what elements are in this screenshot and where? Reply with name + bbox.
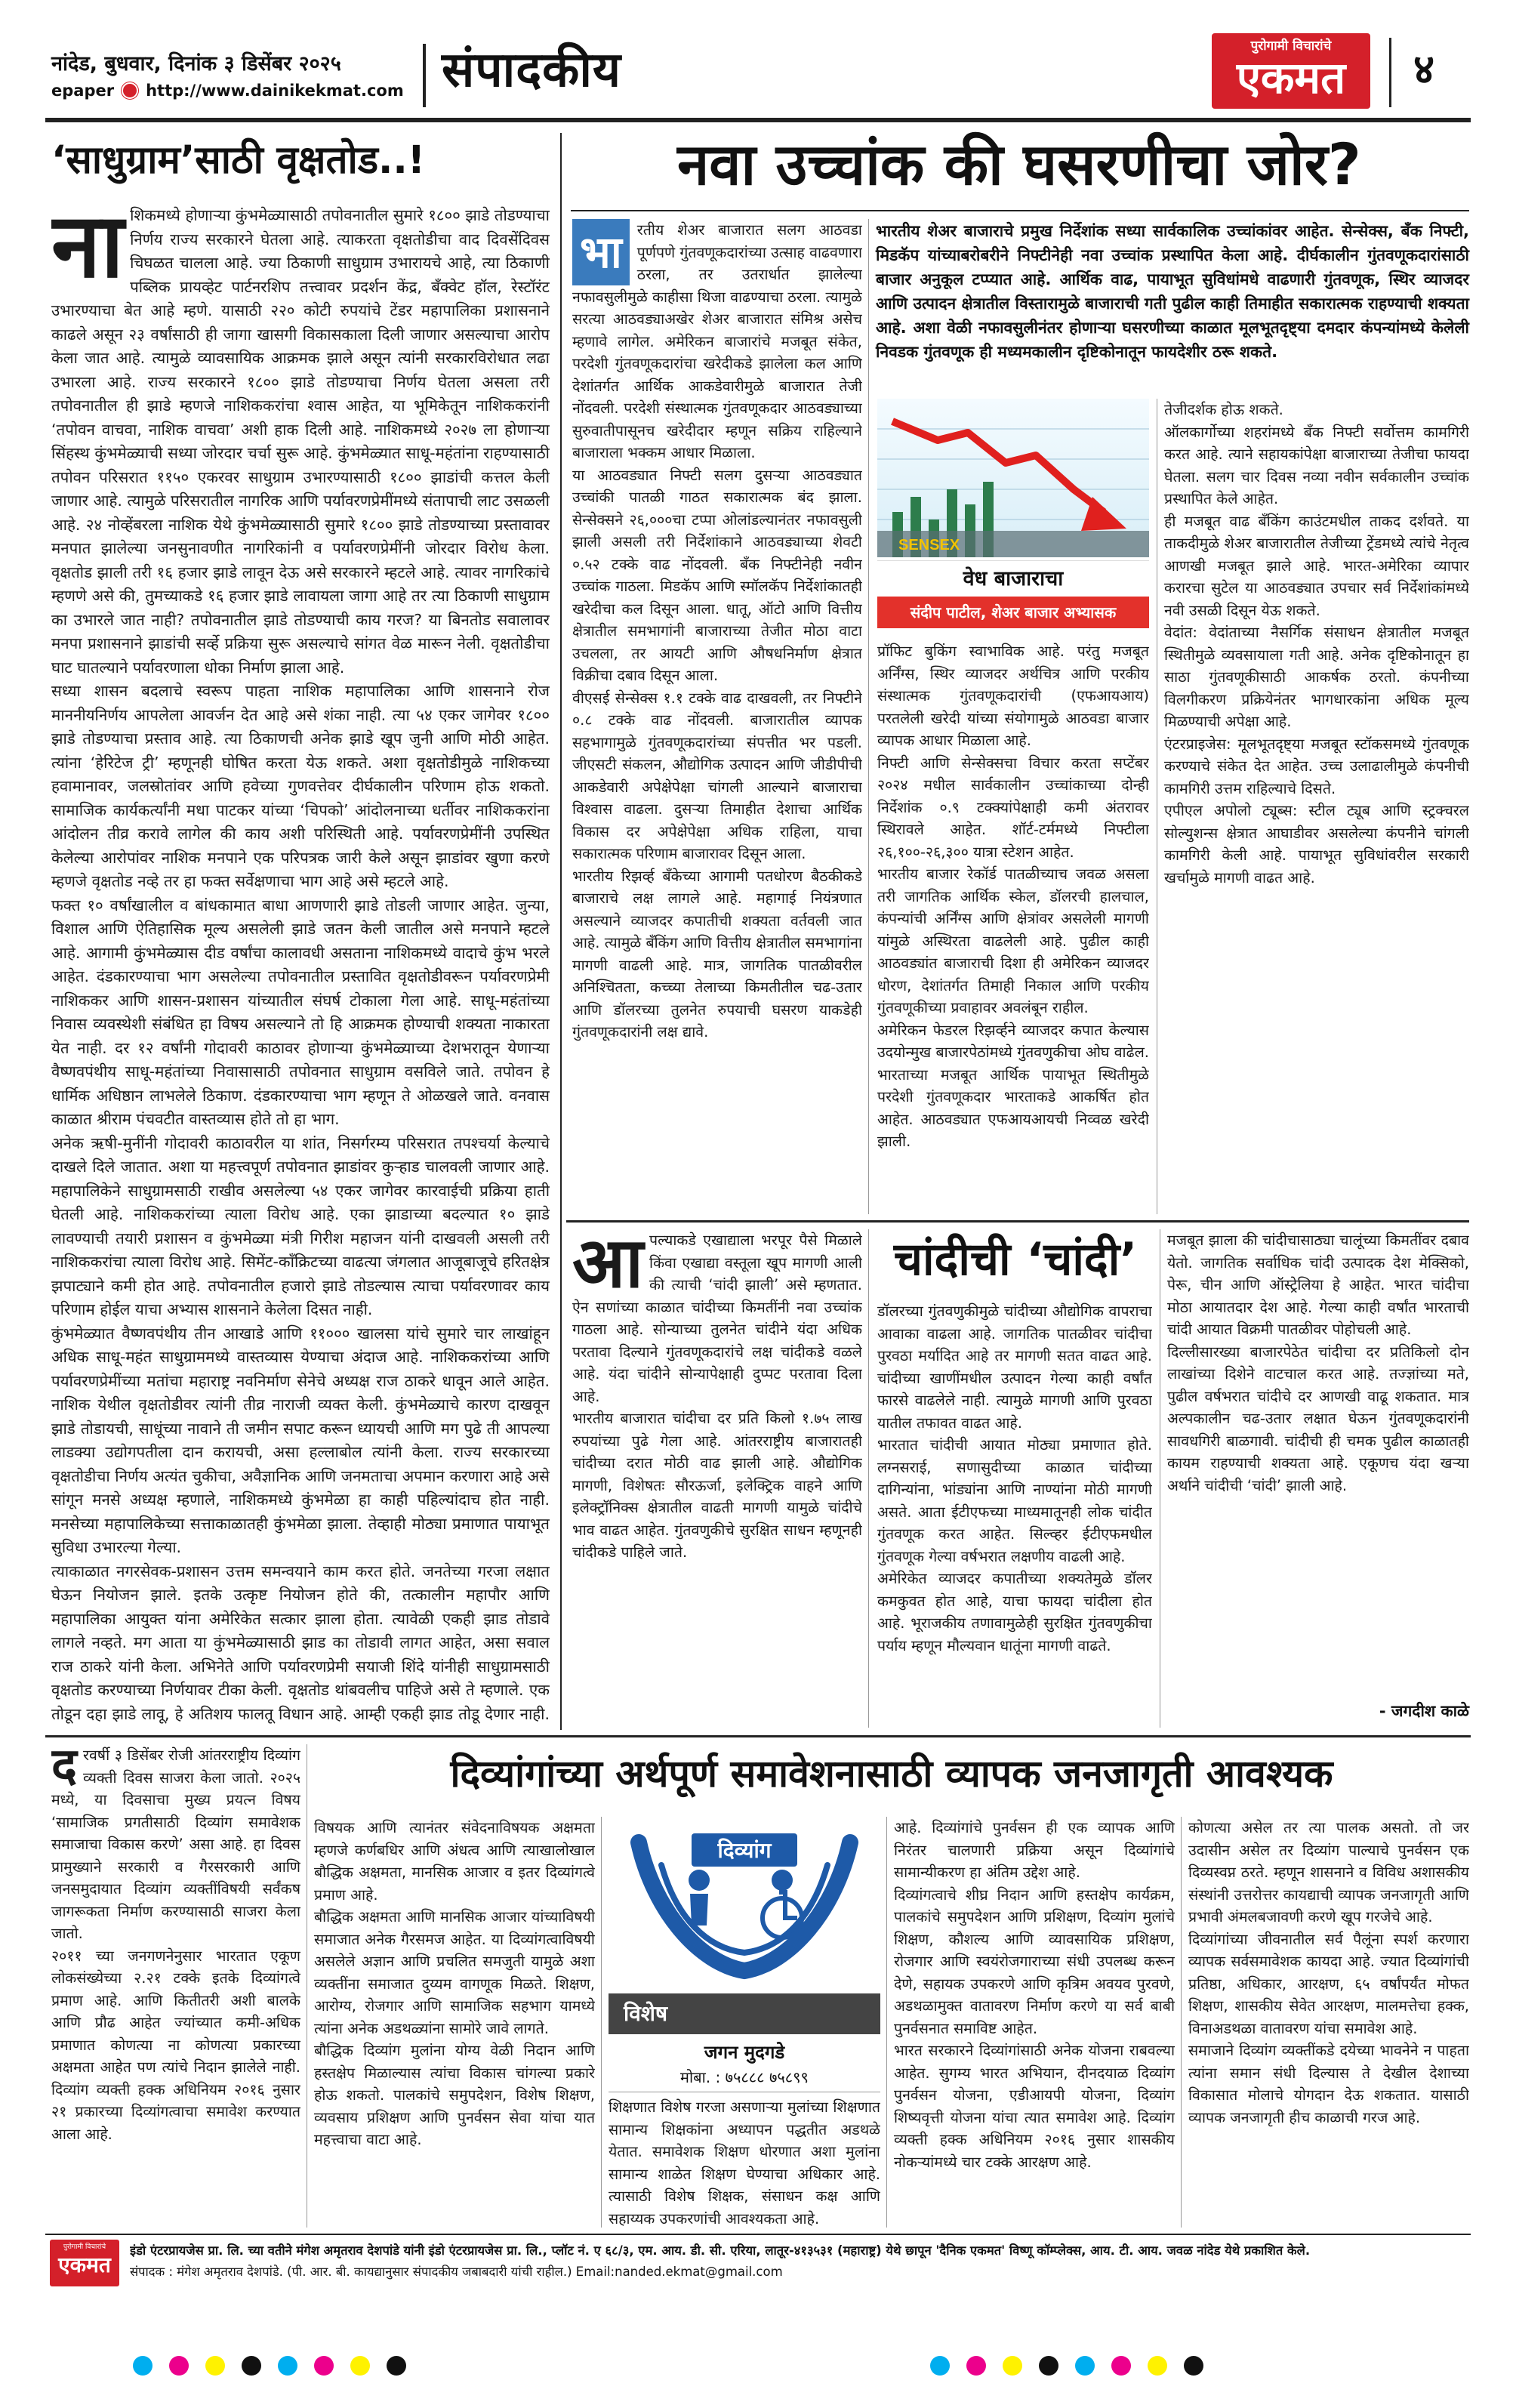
footer-editor-line: संपादक : मंगेश अमृतराव देशपांडे. (पी. आर. बी. कायद्यानुसार संपादकीय जबाबदारी यांची राहील.) Email:nanded.ekmat@gmail.com — [130, 2265, 783, 2279]
brand-logo — [1212, 33, 1370, 109]
market-col3 — [1164, 399, 1469, 1214]
footer-logo — [50, 2240, 119, 2286]
market-paragraph: ही मजबूत वाढ बँकिंग काउंटमधील ताकद दर्शवते. या ताकदीमुळे शेअर बाजारातील तेजीच्या ट्रेंडमध्ये त्यांचे नेतृत्व आणखी मजबूत झाले आहे. भारत-अमेरिका व्यापार करारचा सुटेल या आठवड्यात उपचार सर्व निर्देशांकांमध्ये नवी उसळी दिसून येऊ शकते. — [1164, 512, 1469, 619]
silver-col2 — [877, 1300, 1152, 1728]
sadhugram-paragraph: कुंभमेळ्यात वैष्णवपंथीय तीन आखाडे आणि ११००० खालसा यांचे सुमारे चार लाखांहून अधिक साधू-महंत साधुग्राममध्ये वास्तव्यास येण्याचा अंदाज आहे. नाशिककरांच्या आणि पर्यावरणप्रेमींच्या मतांचा महाराष्ट्र नवनिर्माण सेनेचे अध्यक्ष राज ठाकरे धावून आले आहेत. नाशिक येथील वृक्षतोडीवर त्यांनी तीव्र नाराजी व्यक्त केली. कुंभमेळ्याचे कारण दाखवून झाडे तोडायची, साधूंच्या नावाने ती जमीन सपाट करून ध्यायची आणि मग पुढे ती आपल्या लाडक्या उद्योगपतीला दान करायची, असा हल्लाबोल त्यांनी केला. राज्य सरकारच्या वृक्षतोडीचा निर्णय अत्यंत चुकीचा, अवैज्ञानिक आणि जनमताचा अपमान करणारा आहे असे सांगून मनसे अध्यक्ष म्हणाले, नाशिकमध्ये कुंभमेळा हा काही पहिल्यांदाच होत नाही. मनसेच्या महापालिकेच्या सत्ताकाळातही कुंभमेळा झाला. तेव्हाही मोठ्या प्रमाणात पायाभूत सुविधा उभारल्या गेल्या. — [51, 1324, 550, 1556]
market-paragraph: या आठवड्यात निफ्टी सलग दुसऱ्या आठवड्यात उच्चांकी पातळी गाठत सकारात्मक बंद झाला. सेन्सेक्सने २६,०००चा टप्पा ओलांडल्यानंतर नफावसुली झाली असली तरी निर्देशांकाने आठवड्याच्या शेवटी ०.५२ टक्के वाढ नोंदवली. बँक निफ्टीनेही नवीन उच्चांक गाठला. मिडकॅप आणि स्मॉलकॅप निर्देशांकातही खरेदीचा कल दिसून आला. धातू, ऑटो आणि वित्तीय क्षेत्रातील समभागांनी बाजाराच्या तेजीत मोठा वाटा उचलला, तर आयटी आणि औषधनिर्माण क्षेत्रात विक्रीचा दबाव दिसून आला. — [572, 466, 862, 684]
column-author: संदीप पाटील, शेअर बाजार अभ्यासक — [910, 603, 1117, 621]
epaper-line — [51, 82, 404, 100]
silver-col1 — [572, 1229, 862, 1728]
disability-mobile: मोबा. : ७५८८८ ७५८९९ — [680, 2068, 809, 2086]
market-col2 — [877, 640, 1149, 1213]
silver-signature: - जगदीश काळे — [1379, 1702, 1469, 1720]
silver-dropcap: आ — [572, 1229, 644, 1303]
market-paragraph: वीएसई सेन्सेक्स १.१ टक्के वाढ दाखवली, तर निफ्टीने ०.८ टक्के वाढ नोंदवली. बाजारातील व्यापक सहभागामुळे गुंतवणूकदारांच्या संपत्तीत भर पडली. जीएसटी संकलन, औद्योगिक उत्पादन आणि जीडीपीची आकडेवारी अपेक्षेपेक्षा चांगली आल्याने बाजाराचा विश्वास वाढला. दुसऱ्या तिमाहीत देशाचा आर्थिक विकास दर अपेक्षेपेक्षा अधिक राहिला, याचा सकारात्मक परिणाम बाजारावर दिसून आला. — [572, 689, 862, 862]
disability-paragraph: बौद्धिक दिव्यांग मुलांना योग्य वेळी निदान आणि हस्तक्षेप मिळाल्यास त्यांचा विकास चांगल्या प्रकारे होऊ शकतो. पालकांचे समुपदेशन, विशेष शिक्षण, व्यवसाय प्रशिक्षण आणि पुनर्वसन सेवा यांचा यात महत्त्वाचा वाटा आहे. — [314, 2042, 595, 2148]
disability-paragraph: रवर्षी ३ डिसेंबर रोजी आंतरराष्ट्रीय दिव्यांग व्यक्ती दिवस साजरा केला जातो. २०२५ मध्ये, या दिवसाचा मुख्य प्रयत्न विषय ‘सामाजिक प्रगतीसाठी दिव्यांग समावेशक समाजाचा विकास करणे’ असा आहे. हा दिवस प्रामुख्याने सरकारी व गैरसरकारी आणि जनसमुदायात दिव्यांग व्यक्तींविषयी सर्वंकष जागरूकता निर्माण करण्यासाठी साजरा केला जातो. — [51, 1747, 300, 1942]
silver-paragraph: डॉलरच्या गुंतवणुकीमुळे चांदीच्या औद्योगिक वापराचा आवाका वाढला आहे. जागतिक पातळीवर चांदीचा पुरवठा मर्यादित आहे तर मागणी सतत वाढत आहे. चांदीच्या खाणींमधील उत्पादन गेल्या काही वर्षांत फारसे वाढलेले नाही. त्यामुळे मागणी आणि पुरवठा यातील तफावत वाढत आहे. — [877, 1303, 1152, 1432]
footer-imprint: इंडो एंटरप्रायजेस प्रा. लि. च्या वतीने मंगेश अमृतराव देशपांडे यांनी इंडो एंटरप्रायजेस प्रा. लि., प्लॉट नं. ए ६८/३, एम. आय. डी. सी. एरिया, लातूर-४१३५३१ (महाराष्ट्र) येथे छापून 'दैनिक एकमत' विष्णू कॉम्प्लेक्स, आय. टी. आय. जवळ नांदेड येथे प्रकाशित केले. — [130, 2243, 1311, 2258]
disability-paragraph: समाजाने दिव्यांग व्यक्तींकडे दयेच्या भावनेने न पाहता त्यांना समान संधी दिल्यास ते देखील देशाच्या विकासात मोलाचे योगदान देऊ शकतात. यासाठी व्यापक जनजागृती हीच काळाची गरज आहे. — [1188, 2042, 1469, 2126]
market-paragraph: अमेरिकन फेडरल रिझर्व्हने व्याजदर कपात केल्यास उदयोन्मुख बाजारपेठांमध्ये गुंतवणुकीचा ओघ वाढेल. भारताच्या मजबूत आर्थिक पायाभूत स्थितीमुळे परदेशी गुंतवणूकदार भारताकडे आकर्षित होत आहेत. आठवड्यात एफआयआयची निव्वळ खरेदी झाली. — [877, 1021, 1149, 1150]
disability-paragraph: बौद्धिक अक्षमता आणि मानसिक आजार यांच्याविषयी समाजात अनेक गैरसमज आहेत. या दिव्यांगत्वाविषयी असलेले अज्ञान आणि प्रचलित समजुती यामुळे अशा व्यक्तींना समाजात दुय्यम वागणूक मिळते. शिक्षण, आरोग्य, रोजगार आणि सामाजिक सहभाग यामध्ये त्यांना अनेक अडथळ्यांना सामोरे जावे लागते. — [314, 1908, 595, 2037]
market-paragraph: भारतीय बाजार रेकॉर्ड पातळीच्याच जवळ असला तरी जागतिक आर्थिक स्केल, डॉलरची हालचाल, कंपन्यांची अर्निंग्स आणि क्षेत्रांवर असलेली मागणी यांमुळे अस्थिरता वाढलेली आहे. पुढील काही आठवड्यांत बाजाराची दिशा ही अमेरिकन व्याजदर धोरण, देशांतर्गत तिमाही निकाल आणि परकीय गुंतवणूकीच्या प्रवाहावर अवलंबून राहील. — [877, 865, 1149, 1016]
market-paragraph: निफ्टी आणि सेन्सेक्सचा विचार करता सप्टेंबर २०२४ मधील सार्वकालीन उच्चांकाच्या दोन्ही निर्देशांक ०.९ टक्क्यांपेक्षाही कमी अंतरावर स्थिरावले आहेत. शॉर्ट-टर्ममध्ये निफ्टीला २६,१००-२६,३०० यात्रा स्टेशन आहेत. — [877, 754, 1149, 861]
market-paragraph: भारतीय रिझर्व्ह बँकेच्या आगामी पतधोरण बैठकीकडे बाजाराचे लक्ष लागले आहे. महागाई नियंत्रणात असल्याने व्याजदर कपातीची शक्यता वर्तवली जात आहे. त्यामुळे बँकिंग आणि वित्तीय क्षेत्रातील समभागांना मागणी वाढली आहे. मात्र, जागतिक पातळीवरील अनिश्चितता, कच्च्या तेलाच्या किमतीतील चढ-उतार आणि डॉलरच्या तुलनेत रुपयाची घसरण याकडेही गुंतवणूकदारांनी लक्ष द्यावे. — [572, 867, 862, 1041]
market-paragraph: प्रॉफिट बुकिंग स्वाभाविक आहे. परंतु मजबूत अर्निंग्स, स्थिर व्याजदर अर्थचित्र आणि परकीय संस्थात्मक गुंतवणूकदारांची (एफआयआय) परतलेली खरेदी यांच्या संयोगामुळे आठवडा बाजार व्यापक आधार मिळाला आहे. — [877, 643, 1149, 749]
disability-paragraph: शिक्षणात विशेष गरजा असणाऱ्या मुलांच्या शिक्षणात सामान्य शिक्षकांना अध्यापन पद्धतीत अडथळे येतात. समावेशक शिक्षण धोरणात अशा मुलांना सामान्य शाळेत शिक्षण घेण्याचा अधिकार आहे. त्यासाठी विशेष शिक्षक, संसाधन कक्ष आणि सहाय्यक उपकरणांची आवश्यकता आहे. — [609, 2098, 880, 2228]
footer-brand-tagline: पुरोगामी विचारांचे — [63, 2243, 106, 2251]
column-author-band — [877, 597, 1149, 628]
disability-col5 — [1188, 1817, 1469, 2228]
silver-paragraph: अमेरिकेत व्याजदर कपातीच्या शक्यतेमुळे डॉलर कमकुवत होत आहे, याचा फायदा चांदीला होत आहे. भूराजकीय तणावामुळेही सुरक्षित गुंतवणुकीचा पर्याय म्हणून मौल्यवान धातूंना मागणी वाढते. — [877, 1570, 1152, 1654]
brand-name: एकमत — [1236, 52, 1346, 103]
section-title: संपादकीय — [442, 42, 622, 98]
disability-paragraph: दिव्यांगत्वाचे शीघ्र निदान आणि हस्तक्षेप कार्यक्रम, पालकांचे समुपदेशन आणि प्रशिक्षण, दिव्यांग मुलांचे शिक्षण, कौशल्य आणि व्यावसायिक प्रशिक्षण, रोजगार आणि स्वयंरोजगाराच्या संधी उपलब्ध करून देणे, सहायक उपकरणे आणि कृत्रिम अवयव पुरवणे, अडथळामुक्त वातावरण निर्माण करणे या सर्व बाबी पुनर्वसनात समाविष्ट आहेत. — [894, 1885, 1175, 2037]
silver-paragraph: दिल्लीसारख्या बाजारपेठेत चांदीचा दर प्रतिकिलो दोन लाखांच्या दिशेने वाटचाल करत आहे. तज्ज्ञांच्या मते, पुढील वर्षभरात चांदीचे दर आणखी वाढू शकतात. मात्र अल्पकालीन चढ-उतार लक्षात घेऊन गुंतवणूकदारांनी सावधगिरी बाळगावी. चांदीची ही चमक पुढील काळातही कायम राहण्याची शक्यता आहे. एकूणच यंदा खऱ्या अर्थाने चांदीची ‘चांदी’ झाली आहे. — [1167, 1343, 1469, 1494]
disability-dropcap: द — [51, 1744, 77, 1794]
market-paragraph: तेजीदर्शक होऊ शकते. — [1164, 401, 1283, 418]
silver-paragraph: भारतीय बाजारात चांदीचा दर प्रति किलो १.७५ लाख रुपयांच्या पुढे गेला आहे. आंतरराष्ट्रीय बाजारातही चांदीच्या दरात मोठी वाढ झाली आहे. औद्योगिक मागणी, विशेषतः सौरऊर्जा, इलेक्ट्रिक वाहने आणि इलेक्ट्रॉनिक्स क्षेत्रातील वाढती मागणी यामुळे चांदीचे भाव वाढत आहेत. गुंतवणुकीचे सुरक्षित साधन म्हणूनही चांदीकडे पाहिले जाते. — [572, 1410, 862, 1561]
sadhugram-paragraph: अनेक ऋषी-मुनींनी गोदावरी काठावरील या शांत, निसर्गरम्य परिसरात तपश्चर्या केल्याचे दाखले दिले जातात. अशा या महत्त्वपूर्ण तपोवनात झाडांवर कुऱ्हाड चालवली जाणार आहे. महापालिकेने साधुग्रामसाठी राखीव असलेल्या ५४ एकर जागेवर कारवाईची प्रक्रिया हाती घेतली आहे. नाशिककरांच्या त्याला विरोध आहे. एका झाडाच्या बदल्यात १० झाडे लावण्याची तयारी प्रशासन व कुंभमेळ्या मंत्री गिरीश महाजन यांनी दाखवली असली तरी नाशिककरांचा त्याला विरोध आहे. सिमेंट-कॉंक्रिटच्या वाढत्या जंगलात आजूबाजूचे हरितक्षेत्र झपाट्याने कमी होत आहे. तपोवनातील हजारो झाडे तोडल्यास त्याचा पर्यावरणावर काय परिणाम होईल याचा अभ्यास शासनाने केलेला दिसत नाही. — [51, 1133, 550, 1318]
sadhugram-paragraph: सध्या शासन बदलाचे स्वरूप पाहता नाशिक महापालिका आणि शासनाने रोज माननीयनिर्णय आपलेला आवर्जन देत आहे असे शंका नाही. त्या ५४ एकर जागेवर १८०० झाडे तोडण्याचा प्रस्ताव आहे. त्या ठिकाणची अनेक झाडे खूप जुनी आणि मोठी आहेत. त्यांना ‘हेरिटेज ट्री’ म्हणूनही घोषित करता येऊ शकते. अशा वृक्षतोडीमुळे नाशिकच्या हवामानावर, जलस्रोतांवर आणि हवेच्या गुणवत्तेवर दीर्घकालीन परिणाम होऊ शकतो. सामाजिक कार्यकर्त्यांनी मधा पाटकर यांच्या ‘चिपको’ आंदोलनाच्या धर्तीवर नाशिककरांना आंदोलन तीव्र करावे लागेल की काय अशी परिस्थिती आहे. पर्यावरणप्रेमींनी उपस्थित केलेल्या आरोपांवर नाशिक मनपाने एक परिपत्रक जारी केले असून झाडांवर खुणा करणे म्हणजे वृक्षतोड नव्हे तर हा फक्त सर्वेक्षणाचा भाग आहे असे म्हटले आहे. — [51, 682, 550, 890]
silver-paragraph: मजबूत झाला की चांदीचासाठ्या चालूंच्या किमतींवर दबाव येतो. जागतिक सर्वाधिक चांदी उत्पादक देश मेक्सिको, पेरू, चीन आणि ऑस्ट्रेलिया हे आहेत. भारत चांदीचा मोठा आयातदार देश आहे. गेल्या काही वर्षांत भारताची चांदी आयात विक्रमी पातळीवर पोहोचली आहे. — [1167, 1232, 1469, 1338]
downtrend-arrow-graphic — [877, 399, 1149, 557]
brand-tagline: पुरोगामी विचारांचे — [1250, 39, 1332, 54]
sadhugram-dropcap: ना — [51, 204, 125, 298]
market-paragraph: वेदांत: वेदांताच्या नैसर्गिक संसाधन क्षेत्रातील मजबूत स्थितीमुळे व्यवसायाला गती आहे. अनेक दृष्टिकोनातून हा साठा गुंतवणूकीसाठी आकर्षक ठरतो. कंपनीच्या विलगीकरण प्रक्रियेनंतर भागधारकांना अधिक मूल्य मिळण्याची अपेक्षा आहे. — [1164, 624, 1469, 730]
epaper-label: epaper — [51, 82, 115, 100]
market-paragraph: एंटरप्राइजेस: मूलभूतदृष्ट्या मजबूत स्टॉकसमध्ये गुंतवणूक करण्याचे संकेत देत आहेत. उच्च उलाढालीमुळे कंपनीची कामगिरी उत्तम राहिल्याचे दिसते. — [1164, 735, 1469, 797]
market-paragraph: रतीय शेअर बाजारात सलग आठवडा पूर्णपणे गुंतवणूकदारांच्या उत्साह वाढवणारा ठरला, तर उतरार्धात झालेल्या नफावसुलीमुळे काहीसा थिजा वाढण्याचा ठरला. त्यामुळे सरत्या आठवड्याअखेर शेअर बाजारात संमिश्र असेच म्हणावे लागेल. अमेरिकन बाजारांचे मजबूत संकेत, परदेशी गुंतवणूकदारांचा खरेदीकडे झालेला कल आणि देशांतर्गत आर्थिक आकडेवारीमुळे बाजारात तेजी नोंदवली. परदेशी संस्थात्मक गुंतवणूकदार आठवड्याच्या सुरुवातीपासूनच खरेदीदार म्हणून सक्रिय राहिल्याने बाजाराला भक्कम आधार मिळाला. — [572, 221, 862, 461]
registration-marks-right — [930, 2356, 1203, 2376]
disability-paragraph: २०११ च्या जनगणनेनुसार भारतात एकूण लोकसंख्येच्या २.२१ टक्के इतके दिव्यांगत्वे प्रमाण आहे. आणि कितीतरी अशी बालके आणि प्रौढ आहेत ज्यांच्यात कमी-अधिक प्रमाणात कोणत्या ना कोणत्या प्रकारच्या अक्षमता आहेत पण त्यांचे निदान झालेले नाही. दिव्यांग व्यक्ती हक्क अधिनियम २०१६ नुसार २१ प्रकारच्या दिव्यांगत्वाचा समावेश करण्यात आला आहे. — [51, 1947, 300, 2143]
page-number: ४ — [1413, 45, 1435, 93]
disability-col2 — [314, 1817, 595, 2228]
disability-col4 — [894, 1817, 1175, 2228]
disability-tag-band — [609, 1993, 880, 2034]
market-paragraph: एपीएल अपोलो ट्यूब्स: स्टील ट्यूब आणि स्ट्रक्चरल सोल्युशन्स क्षेत्रात आघाडीवर असलेल्या कंपनीने चांगली कामगिरी केली आहे. पायाभूत सुविधांवरील सरकारी खर्चामुळे मागणी वाढत आहे. — [1164, 802, 1469, 886]
disability-paragraph: विषयक आणि त्यानंतर संवेदनाविषयक अक्षमता म्हणजे कर्णबधिर आणि अंधत्व आणि त्याखालोखाल बौद्धिक अक्षमता, मानसिक आजार व इतर दिव्यांगत्वे प्रमाण आहे. — [314, 1819, 595, 1904]
market-paragraph: ऑलकार्गोच्या शहरांमध्ये बँक निफ्टी सर्वोत्तम कामगिरी करत आहे. त्याने सहायकांपेक्षा बाजाराच्या तेजीचा फायदा घेतला. सलग चार दिवस नव्या नवीन सर्वकालीन उच्चांक प्रस्थापित केले आहेत. — [1164, 423, 1469, 507]
disability-col3 — [609, 2096, 880, 2228]
market-intro: भारतीय शेअर बाजाराचे प्रमुख निर्देशांक सध्या सार्वकालिक उच्चांकांवर आहेत. सेन्सेक्स, बँक निफ्टी, मिडकॅप यांच्याबरोबरीने निफ्टीनेही नवा उच्चांक प्रस्थापित केला आहे. दीर्घकालीन गुंतवणूकदारांसाठी बाजार अनुकूल टप्प्यात आहे. आर्थिक वाढ, पायाभूत सुविधांमधे वाढणारी गुंतवणूक, स्थिर व्याजदर आणि उत्पादन क्षेत्रातील विस्तारामुळे बाजाराची गती पुढील काही तिमाहीत सकारात्मक राहण्याची शक्यता आहे. अशा वेळी नफावसुलीनंतर होणाऱ्या घसरणीच्या काळात मूलभूतदृष्ट्या दमदार कंपन्यांमध्ये केलेली निवडक गुंतवणूक ही मध्यमकालीन दृष्टिकोनातून फायदेशीर ठरू शकते. — [876, 222, 1470, 361]
globe-icon — [122, 82, 138, 99]
masthead — [0, 0, 1516, 121]
dateline: नांदेड, बुधवार, दिनांक ३ डिसेंबर २०२५ — [51, 52, 341, 76]
disability-headline: दिव्यांगांच्या अर्थपूर्ण समावेशनासाठी व्यापक जनजागृती आवश्यक — [450, 1752, 1333, 1796]
disability-col1 — [51, 1744, 300, 2228]
disability-paragraph: भारत सरकारने दिव्यांगांसाठी अनेक योजना राबवल्या आहेत. सुगम्य भारत अभियान, दीनदयाळ दिव्यांग पुनर्वसन योजना, एडीआयपी योजना, दिव्यांग शिष्यवृत्ती योजना यांचा त्यात समावेश आहे. दिव्यांग व्यक्ती हक्क अधिनियम २०१६ नुसार शासकीय नोकऱ्यांमध्ये चार टक्के आरक्षण आहे. — [894, 2042, 1175, 2171]
disability-paragraph: दिव्यांगांच्या जीवनातील सर्व पैलूंना स्पर्श करणारा व्यापक सर्वसमावेशक कायदा आहे. ज्यात दिव्यांगांची प्रतिष्ठा, अधिकार, आरक्षण, ६५ वर्षांपर्यंत मोफत शिक्षण, शासकीय सेवेत आरक्षण, मालमत्तेचा हक्क, विनाअडथळा वातावरण यांचा समावेश आहे. — [1188, 1930, 1469, 2037]
divyang-logo-text: दिव्यांग — [717, 1838, 772, 1863]
disability-tag: विशेष — [624, 2001, 668, 2026]
silver-paragraph: भारतात चांदीची आयात मोठ्या प्रमाणात होते. लग्नसराई, सणासुदीच्या काळात चांदीच्या दागिन्यांना, भांड्यांना आणि नाण्यांना मोठी मागणी असते. आता ईटीएफच्या माध्यमातूनही लोक चांदीत गुंतवणूक करत आहेत. सिल्व्हर ईटीएफमधील गुंतवणूक गेल्या वर्षभरात लक्षणीय वाढली आहे. — [877, 1436, 1152, 1565]
silver-paragraph: पल्याकडे एखाद्याला भरपूर पैसे मिळाले किंवा एखाद्या वस्तूला खूप मागणी आली की त्याची ‘चांदी झाली’ असे म्हणतात. ऐन सणांच्या काळात चांदीच्या किमतींनी नवा उच्चांक गाठला आहे. सोन्याच्या तुलनेत चांदीने यंदा अधिक परतावा दिल्याने गुंतवणूकदारांचे लक्ष चांदीकडे वळले आहे. यंदा चांदीने सोन्यापेक्षाही दुप्पट परतावा दिला आहे. — [572, 1232, 862, 1405]
market-headline: नवा उच्चांक की घसरणीचा जोर? — [677, 131, 1361, 198]
sensex-board-text: SENSEX — [898, 537, 960, 553]
disability-author: जगन मुदगडे — [704, 2042, 785, 2063]
silver-headline: चांदीची ‘चांदी’ — [893, 1233, 1138, 1286]
hands-icon — [609, 1820, 880, 1987]
column-title: वेध बाजाराचा — [877, 560, 1149, 597]
market-col1 — [572, 219, 862, 1214]
epaper-link[interactable]: http://www.dainikekmat.com — [146, 82, 404, 100]
sadhugram-headline: ‘साधुग्राम’साठी वृक्षतोड..! — [51, 138, 426, 183]
registration-marks-left — [133, 2356, 406, 2376]
divyang-logo — [609, 1820, 880, 1987]
disability-paragraph: आहे. दिव्यांगांचे पुनर्वसन ही एक व्यापक आणि निरंतर चालणारी प्रक्रिया असून दिव्यांगांचे सामान्यीकरण हा अंतिम उद्देश आहे. — [894, 1819, 1175, 1881]
sadhugram-paragraph: त्याकाळात नगरसेवक-प्रशासन उत्तम समन्वयाने काम करत होते. जनतेच्या गरजा लक्षात घेऊन नियोजन झाले. इतके उत्कृष्ट नियोजन होते की, तत्कालीन महापौर आणि महापालिका आयुक्त यांना अमेरिकेत सत्कार झाला होता. त्यावेळी एकही झाड तोडावे लागले नव्हते. मग आता या कुंभमेळ्यासाठी झाड का तोडावी लागत आहेत, असा सवाल राज ठाकरे यांनी केला. अभिनेते आणि पर्यावरणप्रेमी सयाजी शिंदे यांनीही साधुग्रामसाठी वृक्षतोड करण्याच्या निर्णयावर टीका केली. वृक्षतोड थांबवलीच पाहिजे असे ते म्हणाले. एक तोडून दहा झाडे लावू, हे अतिशय फालतू विधान आहे. आम्ही एकही झाड तोडू देणार नाही. — [51, 1562, 550, 1723]
sadhugram-body — [51, 204, 550, 1725]
sadhugram-paragraph: शिकमध्ये होणाऱ्या कुंभमेळ्यासाठी तपोवनातील सुमारे १८०० झाडे तोडण्याचा निर्णय राज्य सरकारने घेतला आहे. त्याकरता वृक्षतोडीचा वाद दिवसेंदिवस चिघळत चालला आहे. ज्या ठिकाणी साधुग्राम उभारायचे आहे, त्या ठिकाणी पब्लिक प्रायव्हेट पार्टनरशिप तत्त्वावर प्रदर्शन केंद्र, बँक्वेट हॉल, रेस्टॉरंट उभारण्याचा बेत आहे म्हणे. यासाठी २२० कोटी रुपयांचे टेंडर महापालिका प्रशासनाने काढले असून २३ वर्षांसाठी ही जागा खासगी विकासकाला दिली जाणार असल्याचा आरोप केला जात आहे. त्यामुळे व्यावसायिक आक्रमक झाले असून त्यांनी सरकारविरोधात लढा उभारला आहे. राज्य सरकारने १८०० झाडे तोडण्याचा निर्णय घेतला असला तरी तपोवनातील ही झाडे म्हणजे नाशिककरांचा श्वास आहेत, या भूमिकेतून नाशिककरांनी ‘तपोवन वाचवा, नाशिक वाचवा’ अशी हाक दिली आहे. नाशिकमध्ये २०२७ ला होणाऱ्या सिंहस्थ कुंभमेळ्याची सध्या जोरदार चर्चा सुरू आहे. कुंभमेळ्यात साधू-महंतांना राहण्यासाठी तपोवन परिसरात ११५० एकरवर साधुग्राम उभारण्यासाठी १८०० झाडांची कत्तल केली जाणार आहे. त्यामुळे परिसरातील नागरिक आणि पर्यावरणप्रेमींमध्ये संतापाची लाट उसळली आहे. २४ नोव्हेंबरला नाशिक येथे कुंभमेळ्यासाठी सुमारे १८०० झाडे तोडण्याच्या प्रस्तावावर मनपात झालेल्या जनसुनावणीत नागरिकांनी व पर्यावरणप्रेमींनी जोरदार विरोध केला. वृक्षतोड झाली तरी १६ हजार झाडे लावून देऊ असे सरकारने म्हटले आहे. त्यावर नागरिकांचे म्हणणे असे की, तुमच्याकडे १६ हजार झाडे लावायला जागा आहे तर त्या ठिकाणी साधुग्राम का उभारले जात नाही? तपोवनातील झाडे तोडण्याची काय गरज? या बिनतोड सवालावर मनपा प्रशासनाने झाडांची सर्व्हे प्रक्रिया सुरू असल्याचे सांगत वेळ मारून नेली. वृक्षतोडीचा घाट घातल्याने पर्यावरणाला धोका निर्माण झाला आहे. — [51, 206, 550, 677]
market-chart-image — [877, 399, 1149, 557]
footer-brand-name: एकमत — [58, 2252, 111, 2277]
sadhugram-paragraph: फक्त १० वर्षांखालील व बांधकामात बाधा आणणारी झाडे तोडली जाणार आहेत. जुन्या, विशाल आणि ऐतिहासिक मूल्य असलेली झाडे जतन केली जातील असे मनपाने म्हटले आहे. आगामी कुंभमेळ्यास दीड वर्षांचा कालावधी असताना नाशिकमध्ये वादाचे कुंभ भरले आहेत. दंडकारण्याचा भाग असलेल्या तपोवनातील प्रस्तावित वृक्षतोडीवरून पर्यावरणप्रेमी नाशिककर आणि शासन-प्रशासन यांच्यातील संघर्ष टोकाला गेला आहे. साधू-महंतांच्या निवास व्यवस्थेशी संबंधित हा विषय असल्याने तो हि आक्रमक होण्याची शक्यता नाकारता येत नाही. दर १२ वर्षांनी गोदावरी काठावर होणाऱ्या कुंभमेळ्याच्या देशभरातून येणाऱ्या वैष्णवपंथीय साधू-महंतांच्या निवासासाठी तपोवनात साधुग्राम वसविले जाते. तपोवन हे धार्मिक अधिष्ठान लाभलेले ठिकाण. दंडकारण्याचा भाग म्हणून ते ओळखले जाते. वनवास काळात श्रीराम पंचवटीत वास्तव्यास होते तो हा भाग. — [51, 896, 550, 1128]
silver-col3 — [1167, 1229, 1469, 1697]
disability-paragraph: कोणत्या असेल तर त्या पालक असतो. तो जर उदासीन असेल तर दिव्यांग पाल्याचे पुनर्वसन एक दिव्यस्वप्न ठरते. म्हणून शासनाने व विविध अशासकीय संस्थांनी उत्तरोत्तर कायद्याची व्यापक जनजागृती आणि प्रभावी अंमलबजावणी करणे खूप गरजेचे आहे. — [1188, 1819, 1469, 1925]
market-dropcap: भा — [572, 219, 630, 285]
